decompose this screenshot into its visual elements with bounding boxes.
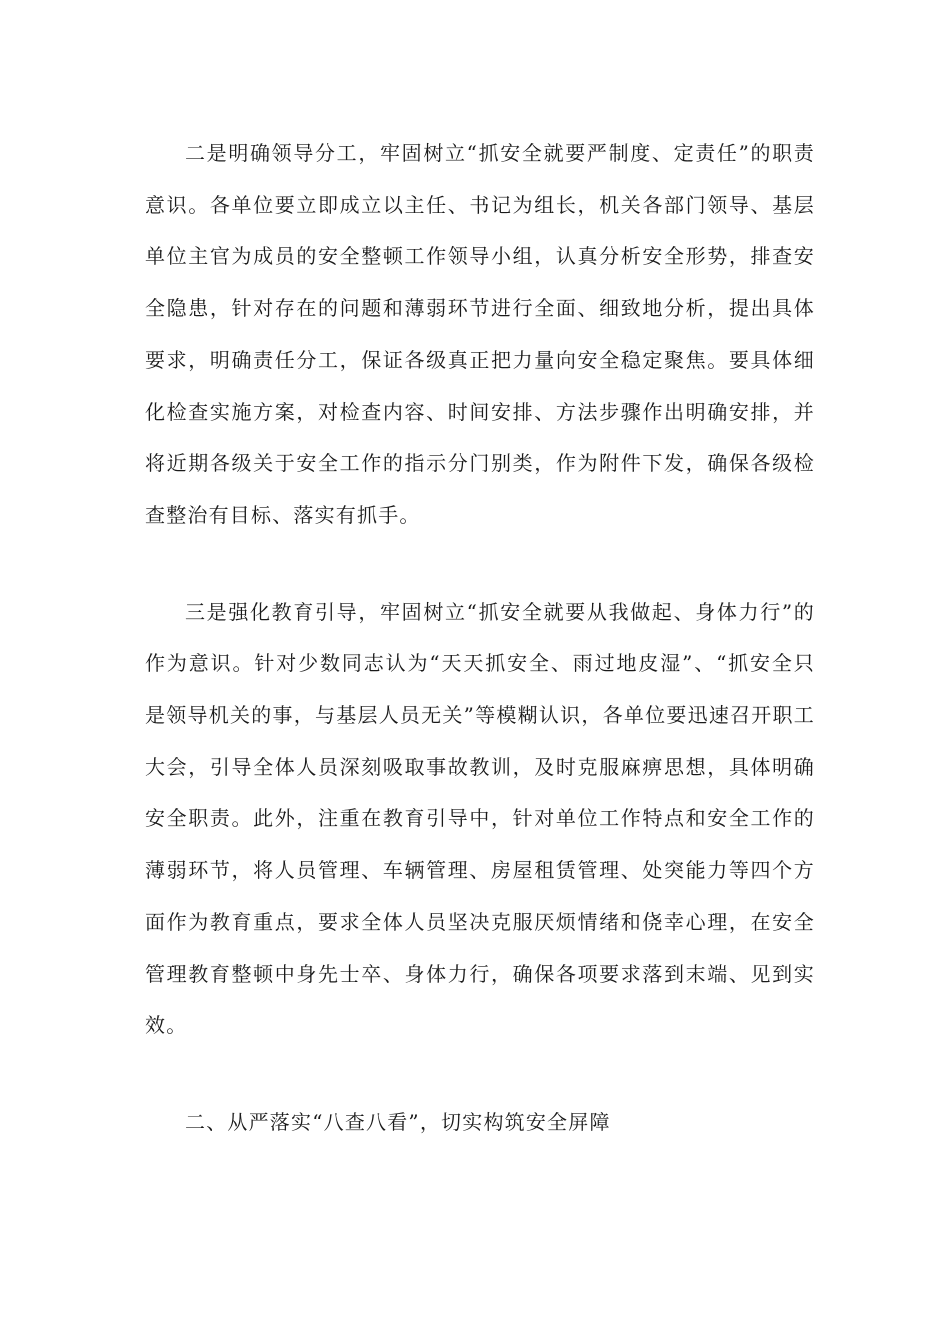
document-body — [145, 128, 815, 1149]
paragraph-leadership-division: 二是明确领导分工，牢固树立“抓安全就要严制度、定责任”的职责意识。各单位要立即成立以主任、书记为组长，机关各部门领导、基层单位主官为成员的安全整顿工作领导小组，认真分析安全形势，排查安全隐患，针对存在的问题和薄弱环节进行全面、细致地分析，提出具体要求，明确责任分工，保证各级真正把力量向安全稳定聚焦。要具体细化检查实施方案，对检查内容、时间安排、方法步骤作出明确安排，并将近期各级关于安全工作的指示分门别类，作为附件下发，确保各级检查整治有目标、落实有抓手。 — [145, 141, 815, 527]
paragraph-education-guidance: 三是强化教育引导，牢固树立“抓安全就要从我做起、身体力行”的作为意识。针对少数同志认为“天天抓安全、雨过地皮湿”、“抓安全只是领导机关的事，与基层人员无关”等模糊认识，各单位要迅速召开职工大会，引导全体人员深刻吸取事故教训，及时克服麻痹思想，具体明确安全职责。此外，注重在教育引导中，针对单位工作特点和安全工作的薄弱环节，将人员管理、车辆管理、房屋租赁管理、处突能力等四个方面作为教育重点，要求全体人员坚决克服厌烦情绪和侥幸心理，在安全管理教育整顿中身先士卒、身体力行，确保各项要求落到末端、见到实效。 — [145, 599, 815, 1038]
section-heading: 二、从严落实“八查八看”，切实构筑安全屏障 — [185, 1109, 611, 1134]
